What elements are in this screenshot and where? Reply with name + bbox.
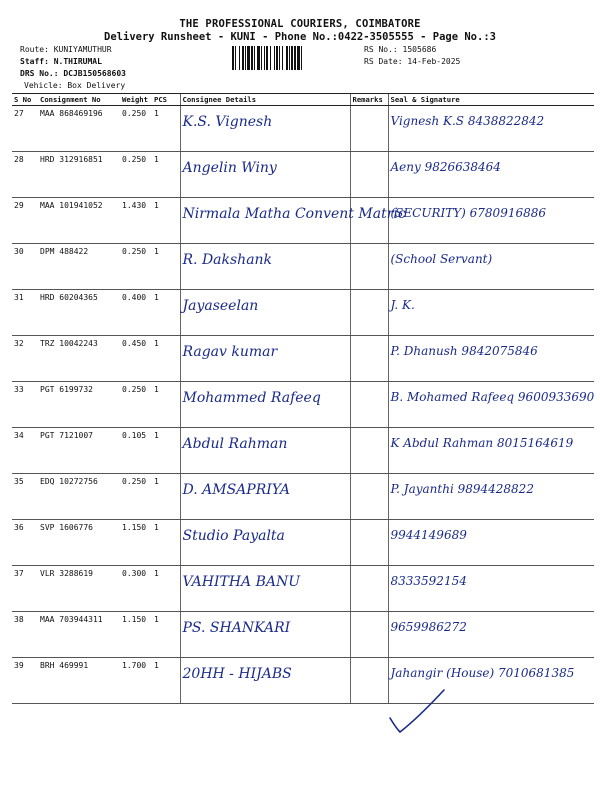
row-pcs: 1	[152, 152, 180, 198]
row-remarks	[350, 198, 388, 244]
row-remarks	[350, 382, 388, 428]
row-weight: 1.430	[120, 198, 152, 244]
row-weight: 0.400	[120, 290, 152, 336]
row-consignee-details: Studio Payalta	[180, 520, 350, 566]
row-sno: 29	[12, 198, 38, 244]
rs-no-value: 1505686	[402, 45, 437, 54]
row-pcs: 1	[152, 198, 180, 244]
col-seal: Seal & Signature	[388, 94, 594, 106]
row-remarks	[350, 566, 388, 612]
route-value: KUNIYAMUTHUR	[53, 45, 112, 54]
company-title: THE PROFESSIONAL COURIERS, COIMBATORE	[179, 18, 421, 30]
drs-value: DCJB150568603	[63, 69, 126, 78]
row-sno: 31	[12, 290, 38, 336]
row-pcs: 1	[152, 106, 180, 152]
row-remarks	[350, 152, 388, 198]
row-sno: 39	[12, 658, 38, 704]
row-consignment-no: PGT 7121007	[38, 428, 120, 474]
col-sno: S No	[12, 94, 38, 106]
row-sno: 27	[12, 106, 38, 152]
row-consignee-details: Nirmala Matha Convent Matric	[180, 198, 350, 244]
row-sno: 28	[12, 152, 38, 198]
row-seal-signature: B. Mohamed Rafeeq 9600933690	[388, 382, 594, 428]
row-weight: 0.250	[120, 106, 152, 152]
row-seal-signature: 8333592154	[388, 566, 594, 612]
table-row	[12, 336, 594, 382]
row-consignment-no: VLR 3288619	[38, 566, 120, 612]
row-seal-signature: 9659986272	[388, 612, 594, 658]
rs-no-line: RS No.: 1505686	[364, 45, 437, 54]
row-consignment-no: BRH 469991	[38, 658, 120, 704]
row-pcs: 1	[152, 520, 180, 566]
barcode	[232, 46, 356, 70]
row-consignment-no: HRD 60204365	[38, 290, 120, 336]
row-remarks	[350, 336, 388, 382]
row-pcs: 1	[152, 382, 180, 428]
row-weight: 1.150	[120, 612, 152, 658]
barcode-bar	[302, 46, 304, 70]
row-consignee-details: 20HH - HIJABS	[180, 658, 350, 704]
table-row	[12, 106, 594, 152]
row-weight: 1.150	[120, 520, 152, 566]
row-remarks	[350, 658, 388, 704]
row-consignment-no: MAA 101941052	[38, 198, 120, 244]
row-pcs: 1	[152, 336, 180, 382]
row-remarks	[350, 474, 388, 520]
col-pcs: PCS	[152, 94, 180, 106]
row-seal-signature: K Abdul Rahman 8015164619	[388, 428, 594, 474]
row-sno: 34	[12, 428, 38, 474]
row-pcs: 1	[152, 612, 180, 658]
row-seal-signature: Vignesh K.S 8438822842	[388, 106, 594, 152]
col-remarks: Remarks	[350, 94, 388, 106]
table-row	[12, 658, 594, 704]
row-weight: 1.700	[120, 658, 152, 704]
row-consignee-details: Angelin Winy	[180, 152, 350, 198]
row-pcs: 1	[152, 566, 180, 612]
row-remarks	[350, 612, 388, 658]
row-consignee-details: VAHITHA BANU	[180, 566, 350, 612]
row-sno: 38	[12, 612, 38, 658]
row-sno: 35	[12, 474, 38, 520]
runsheet-table	[12, 93, 594, 704]
row-seal-signature: P. Dhanush 9842075846	[388, 336, 594, 382]
row-seal-signature: (School Servant)	[388, 244, 594, 290]
row-weight: 0.450	[120, 336, 152, 382]
row-seal-signature: P. Jayanthi 9894428822	[388, 474, 594, 520]
table-row	[12, 382, 594, 428]
row-seal-signature: Jahangir (House) 7010681385	[388, 658, 594, 704]
row-consignee-details: Jayaseelan	[180, 290, 350, 336]
row-consignee-details: Mohammed Rafeeq	[180, 382, 350, 428]
row-sno: 30	[12, 244, 38, 290]
table-row	[12, 428, 594, 474]
table-header-row	[12, 94, 594, 106]
row-seal-signature: J. K.	[388, 290, 594, 336]
row-seal-signature: (SECURITY) 6780916886	[388, 198, 594, 244]
table-row	[12, 520, 594, 566]
row-pcs: 1	[152, 428, 180, 474]
row-remarks	[350, 244, 388, 290]
row-sno: 36	[12, 520, 38, 566]
col-weight: Weight	[120, 94, 152, 106]
row-weight: 0.250	[120, 152, 152, 198]
row-remarks	[350, 520, 388, 566]
vehicle-value: Box Delivery	[67, 81, 126, 90]
table-row	[12, 474, 594, 520]
checkmark-signature-icon	[388, 688, 448, 736]
col-consignee: Consignee Details	[180, 94, 350, 106]
vehicle-line: Vehicle: Box Delivery	[24, 81, 126, 90]
row-remarks	[350, 428, 388, 474]
row-weight: 0.250	[120, 474, 152, 520]
col-consignment: Consignment No	[38, 94, 120, 106]
row-sno: 37	[12, 566, 38, 612]
row-pcs: 1	[152, 244, 180, 290]
row-consignment-no: MAA 868469196	[38, 106, 120, 152]
rs-date-line: RS Date: 14-Feb-2025	[364, 57, 461, 66]
table-row	[12, 290, 594, 336]
row-consignee-details: Ragav kumar	[180, 336, 350, 382]
row-weight: 0.105	[120, 428, 152, 474]
row-pcs: 1	[152, 474, 180, 520]
row-sno: 33	[12, 382, 38, 428]
row-consignee-details: Abdul Rahman	[180, 428, 350, 474]
rs-date-value: 14-Feb-2025	[407, 57, 461, 66]
runsheet-subtitle: Delivery Runsheet - KUNI - Phone No.:0422-3505555 - Page No.:3	[104, 31, 496, 43]
staff-line: Staff: N.THIRUMAL	[20, 57, 102, 66]
drs-line: DRS No.: DCJB150568603	[20, 69, 126, 78]
row-weight: 0.250	[120, 382, 152, 428]
row-remarks	[350, 106, 388, 152]
row-seal-signature: Aeny 9826638464	[388, 152, 594, 198]
row-consignee-details: D. AMSAPRIYA	[180, 474, 350, 520]
row-consignment-no: DPM 488422	[38, 244, 120, 290]
row-seal-signature: 9944149689	[388, 520, 594, 566]
row-consignee-details: K.S. Vignesh	[180, 106, 350, 152]
table-row	[12, 198, 594, 244]
row-weight: 0.300	[120, 566, 152, 612]
table-body	[12, 106, 594, 704]
row-consignee-details: PS. SHANKARI	[180, 612, 350, 658]
row-consignment-no: EDQ 10272756	[38, 474, 120, 520]
row-pcs: 1	[152, 658, 180, 704]
row-sno: 32	[12, 336, 38, 382]
table-row	[12, 244, 594, 290]
row-weight: 0.250	[120, 244, 152, 290]
row-consignment-no: TRZ 10042243	[38, 336, 120, 382]
table-row	[12, 566, 594, 612]
row-consignee-details: R. Dakshank	[180, 244, 350, 290]
table-row	[12, 152, 594, 198]
route-line: Route: KUNIYAMUTHUR	[20, 45, 112, 54]
staff-value: N.THIRUMAL	[53, 57, 102, 66]
row-consignment-no: SVP 1606776	[38, 520, 120, 566]
row-consignment-no: PGT 6199732	[38, 382, 120, 428]
table-row	[12, 612, 594, 658]
row-pcs: 1	[152, 290, 180, 336]
row-remarks	[350, 290, 388, 336]
row-consignment-no: HRD 312916851	[38, 152, 120, 198]
row-consignment-no: MAA 703944311	[38, 612, 120, 658]
